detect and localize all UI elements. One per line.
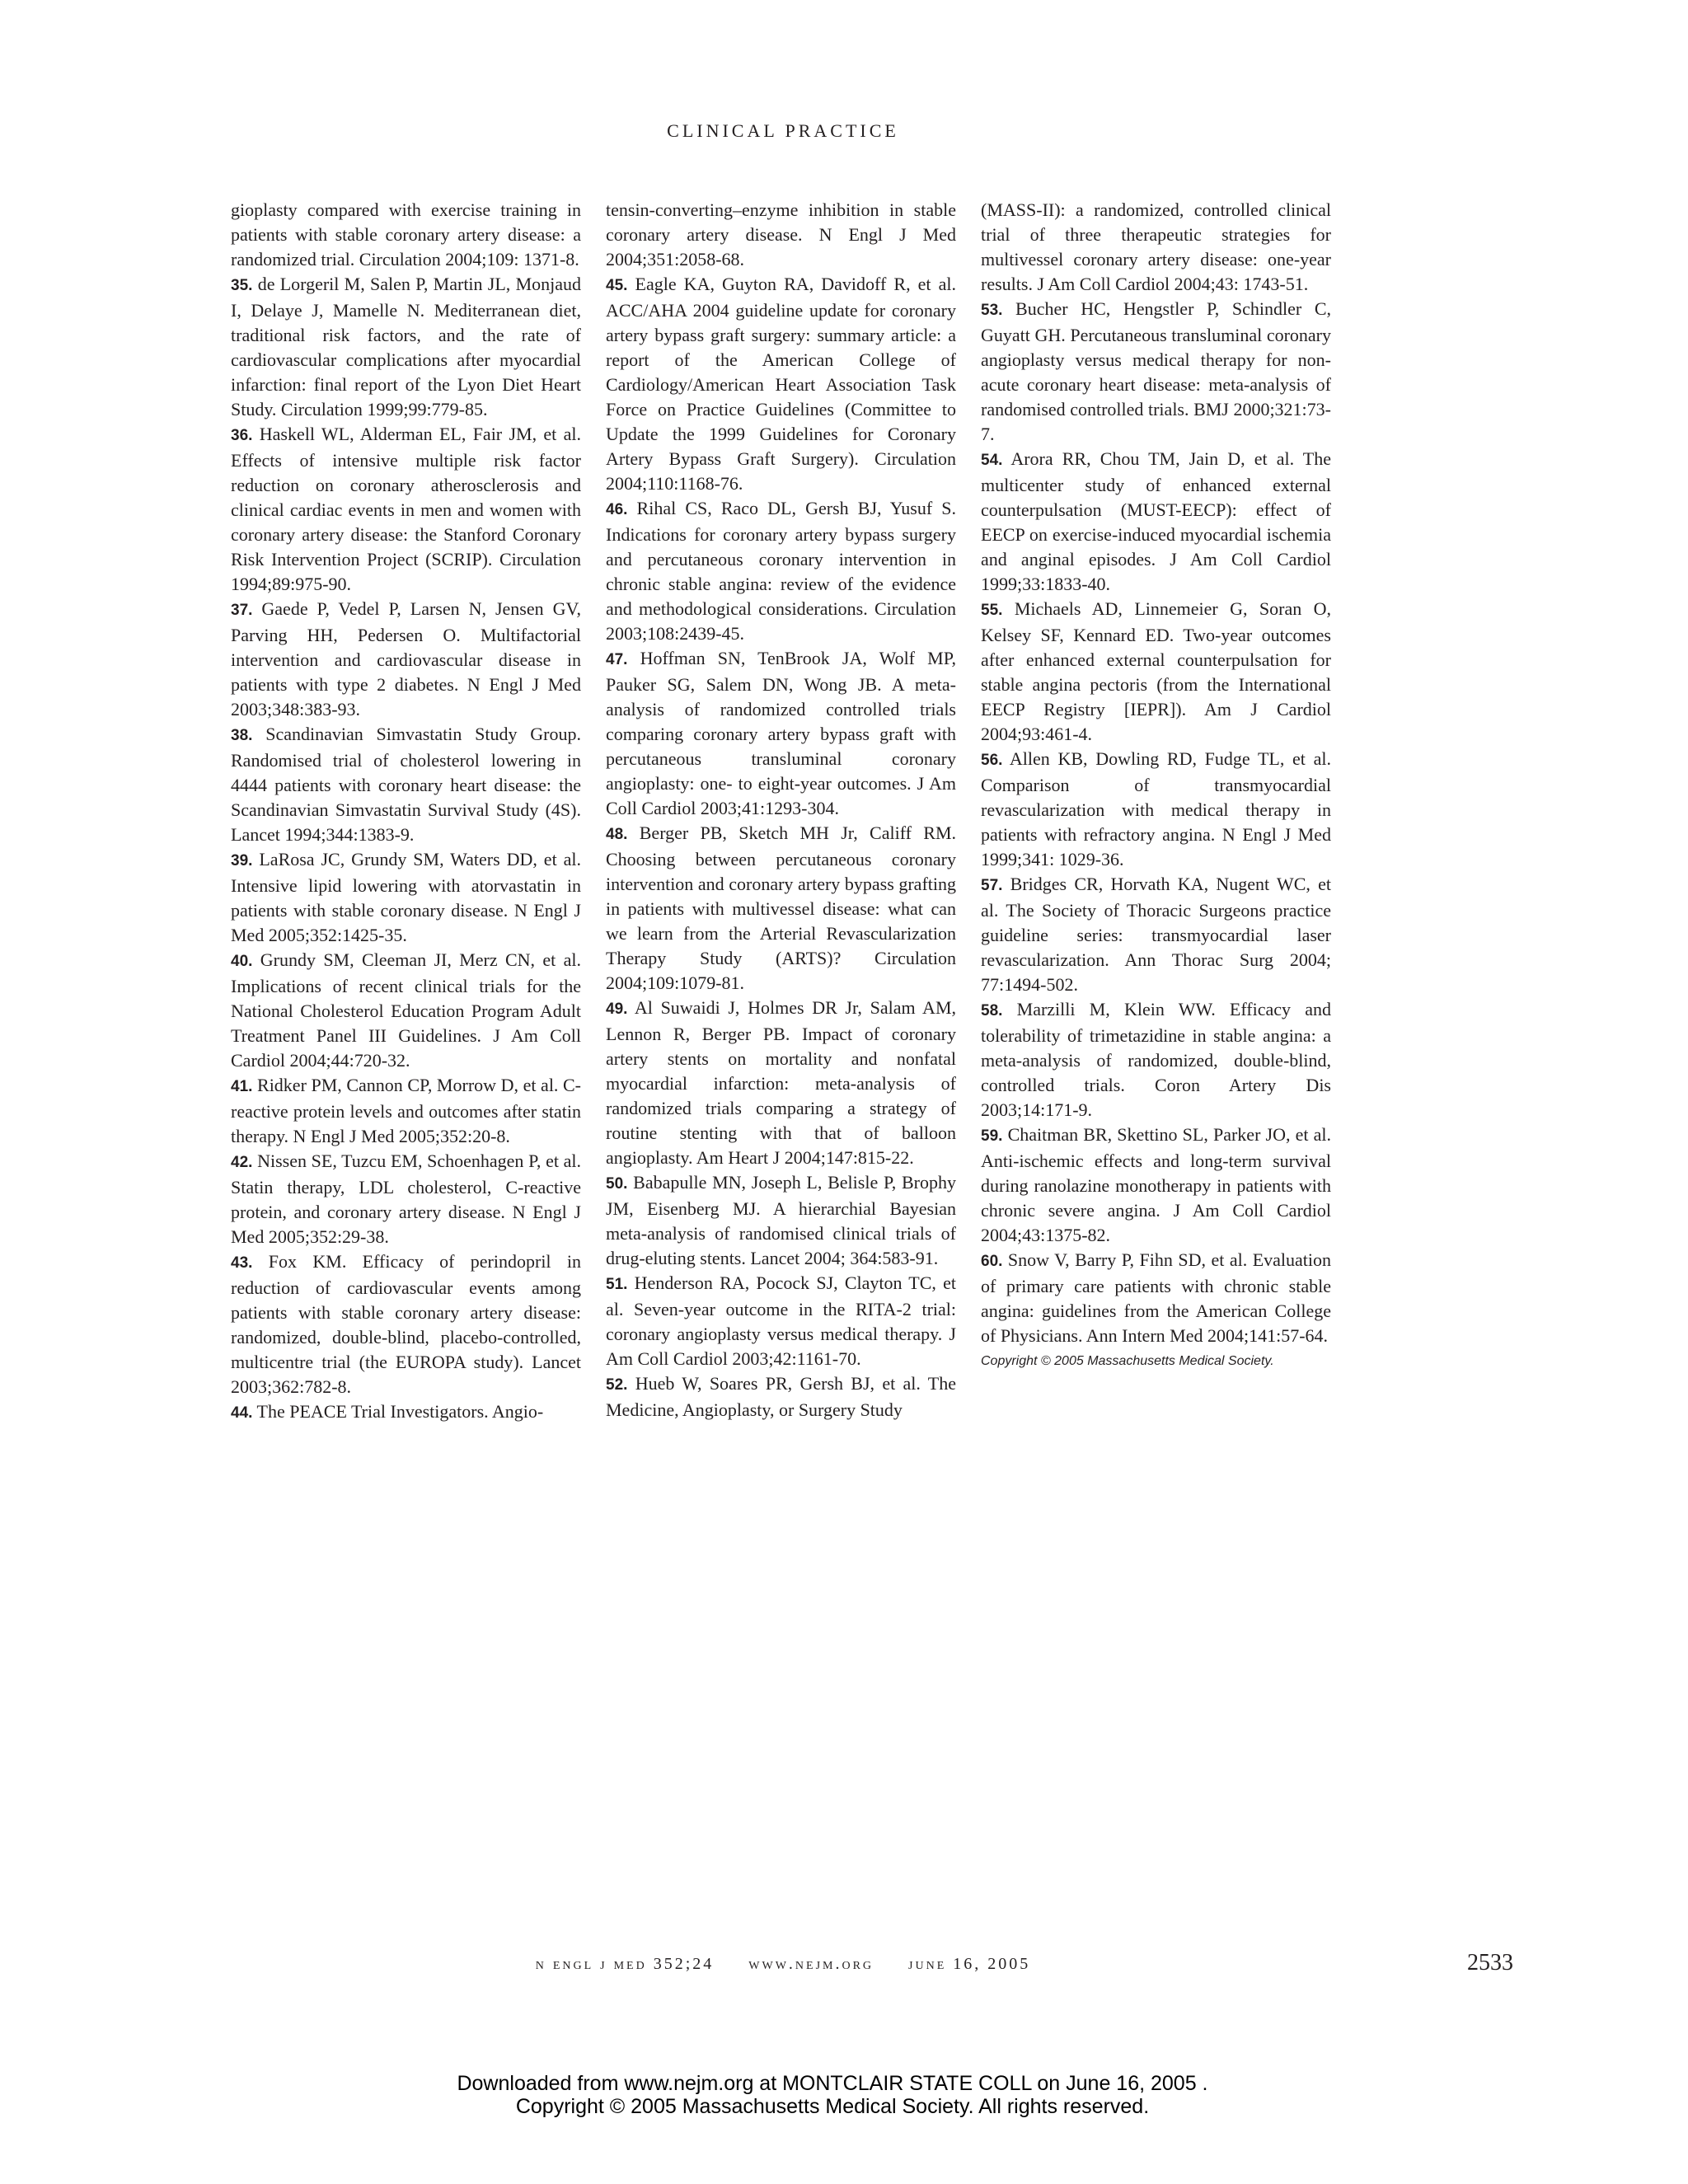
reference-item <box>231 272 581 422</box>
reference-number: 40. <box>231 953 253 970</box>
reference-text: Al Suwaidi J, Holmes DR Jr, Salam AM, Lennon R, Berger PB. Impact of coronary artery stents on mortality and nonfatal myocardial infarction: meta-analysis of randomized trials comparing a strategy of routine stenting with that of balloon angioplasty. Am Heart J 2004;147:815-22. <box>606 997 956 1168</box>
download-notice-line: Downloaded from www.nejm.org at MONTCLAIR STATE COLL on June 16, 2005 . <box>457 2072 1208 2095</box>
reference-column-3 <box>981 198 1331 1434</box>
reference-number: 43. <box>231 1254 253 1272</box>
reference-item <box>231 722 581 847</box>
reference-item <box>981 597 1331 747</box>
reference-number: 46. <box>606 501 628 518</box>
reference-text: Michaels AD, Linnemeier G, Soran O, Kelsey SF, Kennard ED. Two-year outcomes after enhanced external counterpulsation for stable angina pectoris (from the International EECP Registry [IEPR]). Am J Cardiol 2004;93:461-4. <box>981 598 1332 744</box>
reference-number: 53. <box>981 302 1003 319</box>
reference-columns <box>231 198 1331 1434</box>
reference-item <box>231 1249 581 1399</box>
reference-continuation: tensin-converting–enzyme inhibition in stable coronary artery disease. N Engl J Med 2004;351:2058-68. <box>606 199 956 269</box>
reference-item <box>981 1122 1331 1248</box>
reference-text: Berger PB, Sketch MH Jr, Califf RM. Choosing between percutaneous coronary intervention and coronary artery bypass grafting in patients with multivessel disease: what can we learn from the Arterial Revascularization Therapy Study (ARTS)? Circulation 2004;109:1079-81. <box>606 823 957 993</box>
reference-column-2 <box>606 198 956 1434</box>
reference-text: Haskell WL, Alderman EL, Fair JM, et al. Effects of intensive multiple risk factor reduction on coronary atherosclerosis and clinical cardiac events in men and women with coronary artery disease: the Stanford Coronary Risk Intervention Project (SCRIP). Circulation 1994;89:975-90. <box>231 424 581 594</box>
reference-item <box>606 996 956 1170</box>
reference-text: Nissen SE, Tuzcu EM, Schoenhagen P, et al. Statin therapy, LDL cholesterol, C-reactive protein, and coronary artery disease. N Engl J Med 2005;352:29-38. <box>231 1151 581 1247</box>
reference-number: 35. <box>231 277 253 294</box>
reference-number: 52. <box>606 1376 628 1394</box>
reference-number: 45. <box>606 277 628 294</box>
reference-item <box>231 1399 581 1426</box>
reference-number: 60. <box>981 1253 1003 1270</box>
reference-continuation: gioplasty compared with exercise training in patients with stable coronary artery disease: a randomized trial. Circulation 2004;109: 1371-8. <box>231 199 581 269</box>
reference-text: Henderson RA, Pocock SJ, Clayton TC, et al. Seven-year outcome in the RITA-2 trial: coronary angioplasty versus medical therapy. J Am Coll Cardiol 2003;42:1161-70. <box>606 1272 956 1369</box>
reference-text: Babapulle MN, Joseph L, Belisle P, Brophy JM, Eisenberg MJ. A hierarchial Bayesian meta-analysis of randomised clinical trials of drug-eluting stents. Lancet 2004; 364:583-91. <box>606 1172 956 1268</box>
reference-text: Bridges CR, Horvath KA, Nugent WC, et al. The Society of Thoracic Surgeons practice guideline series: transmyocardial laser revascularization. Ann Thorac Surg 2004; 77:1494-502. <box>981 874 1331 995</box>
reference-text: de Lorgeril M, Salen P, Martin JL, Monjaud I, Delaye J, Mamelle N. Mediterranean diet, traditional risk factors, and the rate of cardiovascular complications after myocardial infarction: final report of the Lyon Diet Heart Study. Circulation 1999;99:779-85. <box>231 274 582 419</box>
reference-text: Hoffman SN, TenBrook JA, Wolf MP, Pauker SG, Salem DN, Wong JB. A meta-analysis of randomized controlled trials comparing coronary artery bypass graft with percutaneous transluminal coronary angioplasty: one- to eight-year outcomes. J Am Coll Cardiol 2003;41:1293-304. <box>606 648 957 818</box>
reference-number: 36. <box>231 427 253 444</box>
reference-item <box>606 1271 956 1371</box>
reference-text: Snow V, Barry P, Fihn SD, et al. Evaluation of primary care patients with chronic stable angina: guidelines from the American College of Physicians. Ann Intern Med 2004;141:57-64. <box>981 1249 1332 1346</box>
reference-number: 41. <box>231 1078 253 1095</box>
reference-item <box>231 422 581 597</box>
reference-text: Allen KB, Dowling RD, Fudge TL, et al. Comparison of transmyocardial revascularization with medical therapy in patients with refractory angina. N Engl J Med 1999;341: 1029-36. <box>981 748 1331 869</box>
reference-number: 49. <box>606 1001 628 1018</box>
reference-item <box>231 1149 581 1249</box>
reference-item <box>231 1073 581 1149</box>
reference-text: Grundy SM, Cleeman JI, Merz CN, et al. Implications of recent clinical trials for the National Cholesterol Education Program Adult Treatment Panel III Guidelines. J Am Coll Cardiol 2004;44:720-32. <box>231 949 581 1071</box>
reference-number: 54. <box>981 452 1003 469</box>
page-number: 2533 <box>1467 1950 1513 1975</box>
page-footer <box>0 1955 1566 1974</box>
reference-item <box>981 297 1331 447</box>
reference-item <box>981 447 1331 597</box>
reference-number: 39. <box>231 852 253 869</box>
journal-citation: n engl j med 352;24 <box>535 1955 715 1973</box>
reference-number: 58. <box>981 1002 1003 1019</box>
journal-website: www.nejm.org <box>748 1955 874 1973</box>
reference-text: Ridker PM, Cannon CP, Morrow D, et al. C-reactive protein levels and outcomes after statin therapy. N Engl J Med 2005;352:20-8. <box>231 1075 582 1146</box>
reference-text: Marzilli M, Klein WW. Efficacy and tolerability of trimetazidine in stable angina: a meta-analysis of randomized, double-blind, controlled trials. Coron Artery Dis 2003;14:171-9. <box>981 999 1332 1120</box>
reference-number: 47. <box>606 651 628 668</box>
reference-text: Gaede P, Vedel P, Larsen N, Jensen GV, Parving HH, Pedersen O. Multifactorial intervention and cardiovascular disease in patients with type 2 diabetes. N Engl J Med 2003;348:383-93. <box>231 598 582 719</box>
reference-text: Chaitman BR, Skettino SL, Parker JO, et al. Anti-ischemic effects and long-term survival during ranolazine monotherapy in patients with chronic severe angina. J Am Coll Cardiol 2004;43:1375-82. <box>981 1124 1331 1245</box>
reference-item <box>606 646 956 821</box>
reference-item <box>231 597 581 722</box>
reference-item <box>231 948 581 1073</box>
reference-text: Fox KM. Efficacy of perindopril in reduction of cardiovascular events among patients with stable coronary artery disease: randomized, double-blind, placebo-controlled, multicentre trial (the EUROPA study). Lancet 2003;362:782-8. <box>231 1251 582 1397</box>
reference-item <box>606 821 956 996</box>
reference-item <box>606 272 956 496</box>
copyright-note: Copyright © 2005 Massachusetts Medical Society. <box>981 1354 1274 1368</box>
reference-item <box>981 872 1331 997</box>
reference-item <box>981 1248 1331 1348</box>
reference-text: Rihal CS, Raco DL, Gersh BJ, Yusuf S. Indications for coronary artery bypass surgery and percutaneous coronary intervention in chronic stable angina: review of the evidence and methodological considerations. Circulation 2003;108:2439-45. <box>606 498 956 644</box>
reference-text: Bucher HC, Hengstler P, Schindler C, Guyatt GH. Percutaneous transluminal coronary angioplasty versus medical therapy for non-acute coronary heart disease: meta-analysis of randomised controlled trials. BMJ 2000;321:73-7. <box>981 298 1332 444</box>
reference-number: 44. <box>231 1404 253 1422</box>
reference-item <box>606 1170 956 1271</box>
download-notice <box>0 2072 1665 2118</box>
reference-item <box>606 496 956 646</box>
reference-number: 37. <box>231 602 253 619</box>
reference-text: LaRosa JC, Grundy SM, Waters DD, et al. Intensive lipid lowering with atorvastatin in patients with stable coronary disease. N Engl J Med 2005;352:1425-35. <box>231 849 581 945</box>
reference-text: Arora RR, Chou TM, Jain D, et al. The multicenter study of enhanced external counterpulsation (MUST-EECP): effect of EECP on exercise-induced myocardial ischemia and anginal episodes. J Am Coll Cardiol 1999;33:1833-40. <box>981 448 1331 594</box>
reference-number: 42. <box>231 1154 253 1171</box>
reference-text: The PEACE Trial Investigators. Angio- <box>256 1401 544 1422</box>
reference-number: 38. <box>231 727 253 744</box>
reference-continuation: (MASS-II): a randomized, controlled clinical trial of three therapeutic strategies for multivessel coronary artery disease: one-year results. J Am Coll Cardiol 2004;43: 1743-51. <box>981 199 1331 294</box>
reference-number: 55. <box>981 602 1003 619</box>
reference-item <box>606 1371 956 1422</box>
reference-number: 50. <box>606 1175 628 1193</box>
reference-text: Hueb W, Soares PR, Gersh BJ, et al. The Medicine, Angioplasty, or Surgery Study <box>606 1373 956 1420</box>
reference-item <box>981 747 1331 872</box>
reference-item <box>231 847 581 948</box>
reference-number: 48. <box>606 826 628 843</box>
reference-column-1 <box>231 198 581 1434</box>
reference-number: 56. <box>981 752 1003 769</box>
reference-text: Scandinavian Simvastatin Study Group. Randomised trial of cholesterol lowering in 4444 patients with coronary heart disease: the Scandinavian Simvastatin Survival Study (4S). Lancet 1994;344:1383-9. <box>231 724 582 845</box>
issue-date: june 16, 2005 <box>908 1955 1031 1973</box>
reference-item <box>981 997 1331 1122</box>
reference-text: Eagle KA, Guyton RA, Davidoff R, et al. ACC/AHA 2004 guideline update for coronary artery bypass graft surgery: summary article: a report of the American College of Cardiology/American Heart Association Task Force on Practice Guidelines (Committee to Update the 1999 Guidelines for Coronary Artery Bypass Graft Surgery). Circulation 2004;110:1168-76. <box>606 274 956 494</box>
running-head: CLINICAL PRACTICE <box>667 120 899 141</box>
reference-number: 57. <box>981 877 1003 894</box>
reference-number: 51. <box>606 1276 628 1293</box>
reference-number: 59. <box>981 1127 1003 1145</box>
download-notice-copyright: Copyright © 2005 Massachusetts Medical Society. All rights reserved. <box>515 2095 1150 2118</box>
